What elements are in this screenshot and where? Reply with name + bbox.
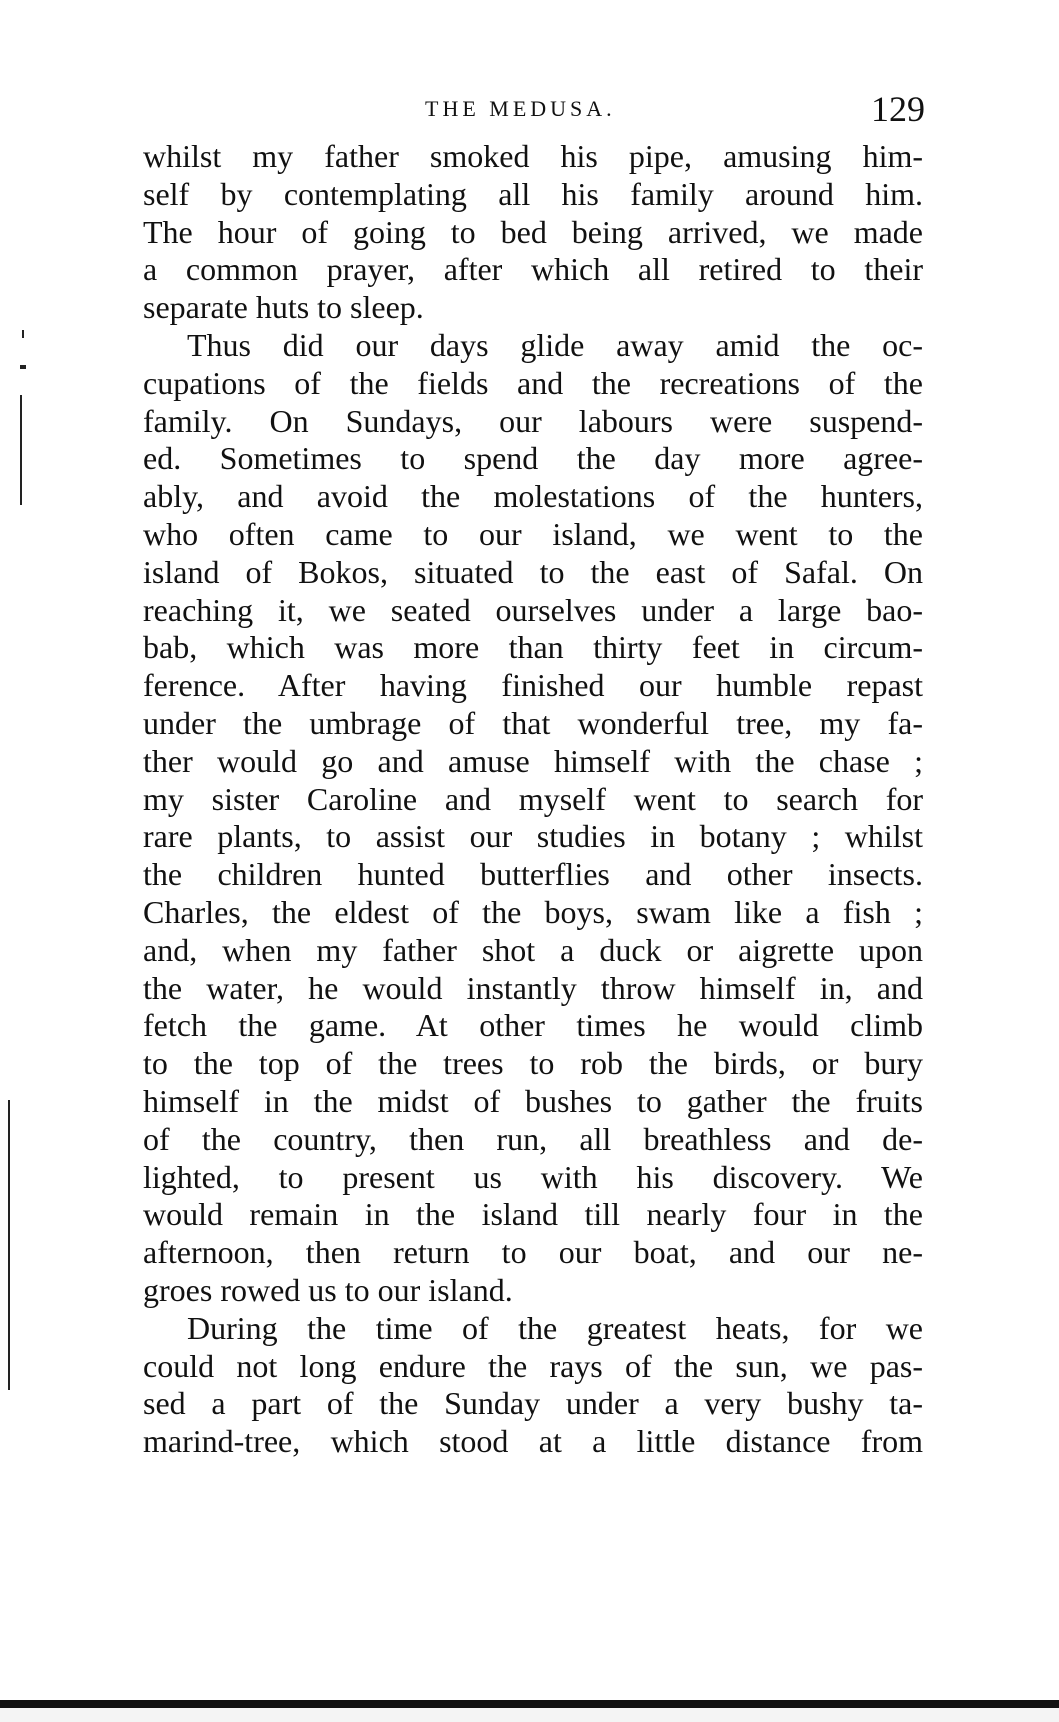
text-line: Thus did our days glide away amid the oc-	[187, 326, 923, 363]
text-line: ther would go and amuse himself with the chase ;	[143, 742, 923, 779]
text-line: afternoon, then return to our boat, and our ne-	[143, 1234, 923, 1271]
text-line: family. On Sundays, our labours were suspend-	[143, 402, 923, 439]
text-line: self by contemplating all his family around him.	[143, 175, 923, 212]
text-line: who often came to our island, we went to the	[143, 515, 923, 552]
text-line: The hour of going to bed being arrived, we made	[143, 213, 923, 250]
page-number: 129	[871, 89, 925, 129]
text-line: lighted, to present us with his discovery. We	[143, 1158, 923, 1195]
text-line: ed. Sometimes to spend the day more agree-	[143, 440, 923, 477]
text-line: ably, and avoid the molestations of the hunters,	[143, 478, 923, 515]
text-line: During the time of the greatest heats, for we	[187, 1309, 923, 1346]
text-line: himself in the midst of bushes to gather the fruits	[143, 1082, 923, 1119]
text-line: sed a part of the Sunday under a very bushy ta-	[143, 1385, 923, 1422]
text-line: the water, he would instantly throw himself in, and	[143, 969, 923, 1006]
text-line: under the umbrage of that wonderful tree, my fa-	[143, 704, 923, 741]
margin-mark	[22, 330, 24, 338]
paragraph-1	[143, 138, 923, 327]
text-line: cupations of the fields and the recreations of the	[143, 364, 923, 401]
text-line: and, when my father shot a duck or aigrette upon	[143, 931, 923, 968]
text-line: would remain in the island till nearly four in the	[143, 1196, 923, 1233]
text-line: whilst my father smoked his pipe, amusing him-	[143, 138, 923, 174]
text-line: bab, which was more than thirty feet in circum-	[143, 629, 923, 666]
bottom-rule	[0, 1700, 1059, 1708]
margin-mark	[20, 395, 22, 505]
paragraph-3	[143, 1310, 923, 1461]
running-head: THE MEDUSA.	[425, 96, 616, 121]
text-line: could not long endure the rays of the sun, we pas-	[143, 1347, 923, 1384]
text-line: ference. After having finished our humble repast	[143, 667, 923, 704]
bottom-edge	[0, 1708, 1059, 1722]
text-line: fetch the game. At other times he would climb	[143, 1007, 923, 1044]
page-header	[145, 88, 925, 133]
text-line: a common prayer, after which all retired to their	[143, 251, 923, 288]
margin-mark	[20, 365, 26, 369]
text-line: separate huts to sleep.	[143, 289, 424, 326]
body-text	[143, 138, 923, 1461]
text-line: the children hunted butterflies and other insects.	[143, 856, 923, 893]
text-line: reaching it, we seated ourselves under a large bao-	[143, 591, 923, 628]
text-line: rare plants, to assist our studies in botany ; whilst	[143, 818, 923, 855]
text-line: island of Bokos, situated to the east of Safal. On	[143, 553, 923, 590]
text-line: my sister Caroline and myself went to search for	[143, 780, 923, 817]
text-line: to the top of the trees to rob the birds, or bury	[143, 1045, 923, 1082]
text-line: marind-tree, which stood at a little distance from	[143, 1423, 923, 1460]
paragraph-2	[143, 327, 923, 1310]
text-line: Charles, the eldest of the boys, swam like a fish ;	[143, 893, 923, 930]
margin-mark	[8, 1100, 10, 1390]
text-line: of the country, then run, all breathless and de-	[143, 1120, 923, 1157]
text-line: groes rowed us to our island.	[143, 1271, 513, 1308]
